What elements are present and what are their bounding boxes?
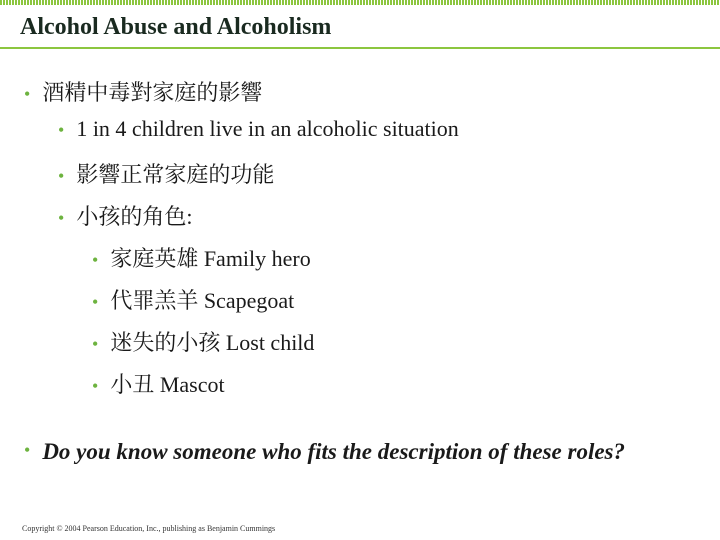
bullet-icon: • xyxy=(58,166,65,186)
bullet-text: 1 in 4 children live in an alcoholic situation xyxy=(76,116,459,141)
bullet-text: 小丑 Mascot xyxy=(110,372,225,397)
bullet-icon: • xyxy=(24,84,31,104)
bullet-item xyxy=(92,242,311,273)
bullet-item xyxy=(58,158,274,189)
bullet-icon: • xyxy=(58,120,65,140)
copyright-footer: Copyright © 2004 Pearson Education, Inc., publishing as Benjamin Cummings xyxy=(22,524,276,533)
bullet-icon: • xyxy=(92,376,99,396)
bullet-item xyxy=(58,200,192,231)
bullet-icon: • xyxy=(92,334,99,354)
bullet-icon: • xyxy=(92,292,99,312)
bullet-icon: • xyxy=(58,208,65,228)
bullet-text: 家庭英雄 Family hero xyxy=(110,246,311,271)
top-stripe xyxy=(0,0,720,5)
slide-title: Alcohol Abuse and Alcoholism xyxy=(20,14,332,40)
bullet-text: 小孩的角色: xyxy=(76,204,193,229)
bullet-item xyxy=(92,284,294,315)
bullet-text: 迷失的小孩 Lost child xyxy=(110,330,315,355)
question-bullet xyxy=(24,437,682,467)
bullet-text: 代罪羔羊 Scapegoat xyxy=(110,288,295,313)
bullet-item xyxy=(58,116,459,142)
bullet-icon: • xyxy=(24,440,31,460)
bullet-icon: • xyxy=(92,250,99,270)
title-underline xyxy=(0,47,720,49)
bullet-item xyxy=(92,368,225,399)
bullet-text: 影響正常家庭的功能 xyxy=(76,162,275,187)
question-text: Do you know someone who fits the description of these roles? xyxy=(42,439,626,464)
bullet-item xyxy=(92,326,314,357)
bullet-text: 酒精中毒對家庭的影響 xyxy=(42,80,263,105)
bullet-item xyxy=(24,76,262,107)
